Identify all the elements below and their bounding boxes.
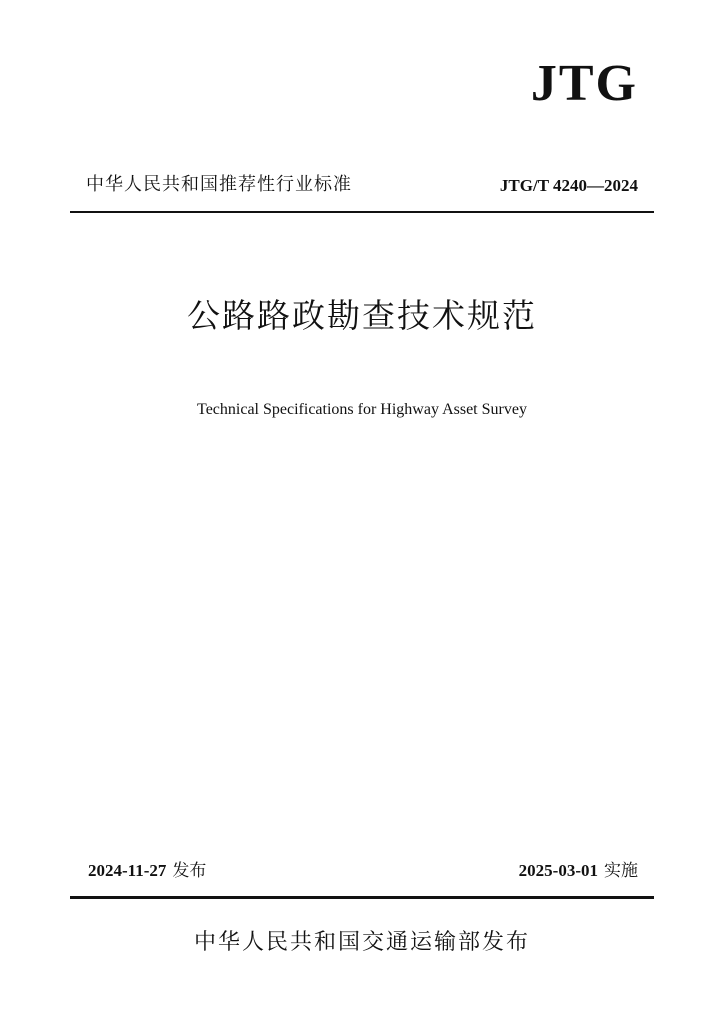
issue-label: 发布: [172, 861, 207, 881]
jtg-logo: JTG: [530, 55, 638, 112]
issue-date-block: [88, 861, 206, 881]
implementation-date: 2025-03-01: [518, 861, 598, 880]
standard-category: 中华人民共和国推荐性行业标准: [86, 174, 352, 195]
implementation-date-block: [519, 861, 638, 881]
document-title-english: Technical Specifications for Highway Asset Survey: [197, 401, 527, 418]
publisher: 中华人民共和国交通运输部发布: [193, 930, 530, 955]
top-divider: [70, 211, 654, 213]
implementation-label: 实施: [604, 861, 638, 881]
issue-date: 2024-11-27: [88, 861, 167, 880]
document-title-chinese: 公路路政勘查技术规范: [187, 296, 537, 335]
bottom-divider: [70, 896, 654, 899]
standard-number: JTG/T 4240—2024: [499, 176, 638, 195]
